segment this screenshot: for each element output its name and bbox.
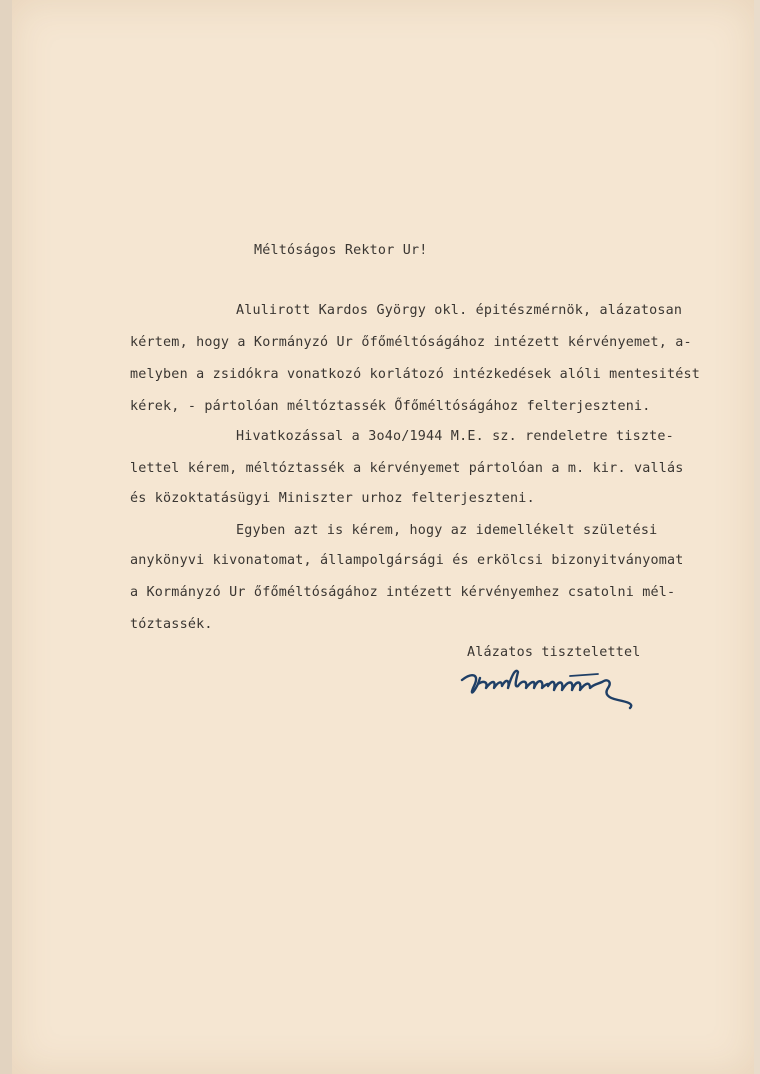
letter-line: tóztassék. — [130, 617, 213, 632]
page-edge — [0, 0, 12, 1074]
closing: Alázatos tisztelettel — [467, 645, 641, 660]
signature-stroke — [462, 671, 631, 708]
salutation: Méltóságos Rektor Ur! — [254, 243, 428, 258]
letter-line: kértem, hogy a Kormányzó Ur őfőméltóságához intézett kérvényemet, a- — [130, 335, 692, 350]
letter-line: a Kormányzó Ur őfőméltóságához intézett kérvényemhez csatolni mél- — [130, 585, 676, 600]
letter-line: és közoktatásügyi Miniszter urhoz felterjeszteni. — [130, 491, 535, 506]
letter-line: kérek, - pártolóan méltóztassék Őfőméltóságához felterjeszteni. — [130, 399, 651, 414]
letter-line: Hivatkozással a 3o4o/1944 M.E. sz. rendeletre tiszte- — [236, 429, 674, 444]
letter-line: anykönyvi kivonatomat, állampolgársági és erkölcsi bizonyitványomat — [130, 553, 684, 568]
letter-line: lettel kérem, méltóztassék a kérvényemet pártolóan a m. kir. vallás — [130, 461, 684, 476]
letter-line: Alulirott Kardos György okl. épitészmérnök, alázatosan — [236, 303, 683, 318]
signature — [458, 662, 648, 710]
signature-underline — [570, 674, 598, 676]
letter-line: melyben a zsidókra vonatkozó korlátozó intézkedések alóli mentesitést — [130, 367, 701, 382]
letter-line: Egyben azt is kérem, hogy az idemellékelt születési — [236, 523, 658, 538]
